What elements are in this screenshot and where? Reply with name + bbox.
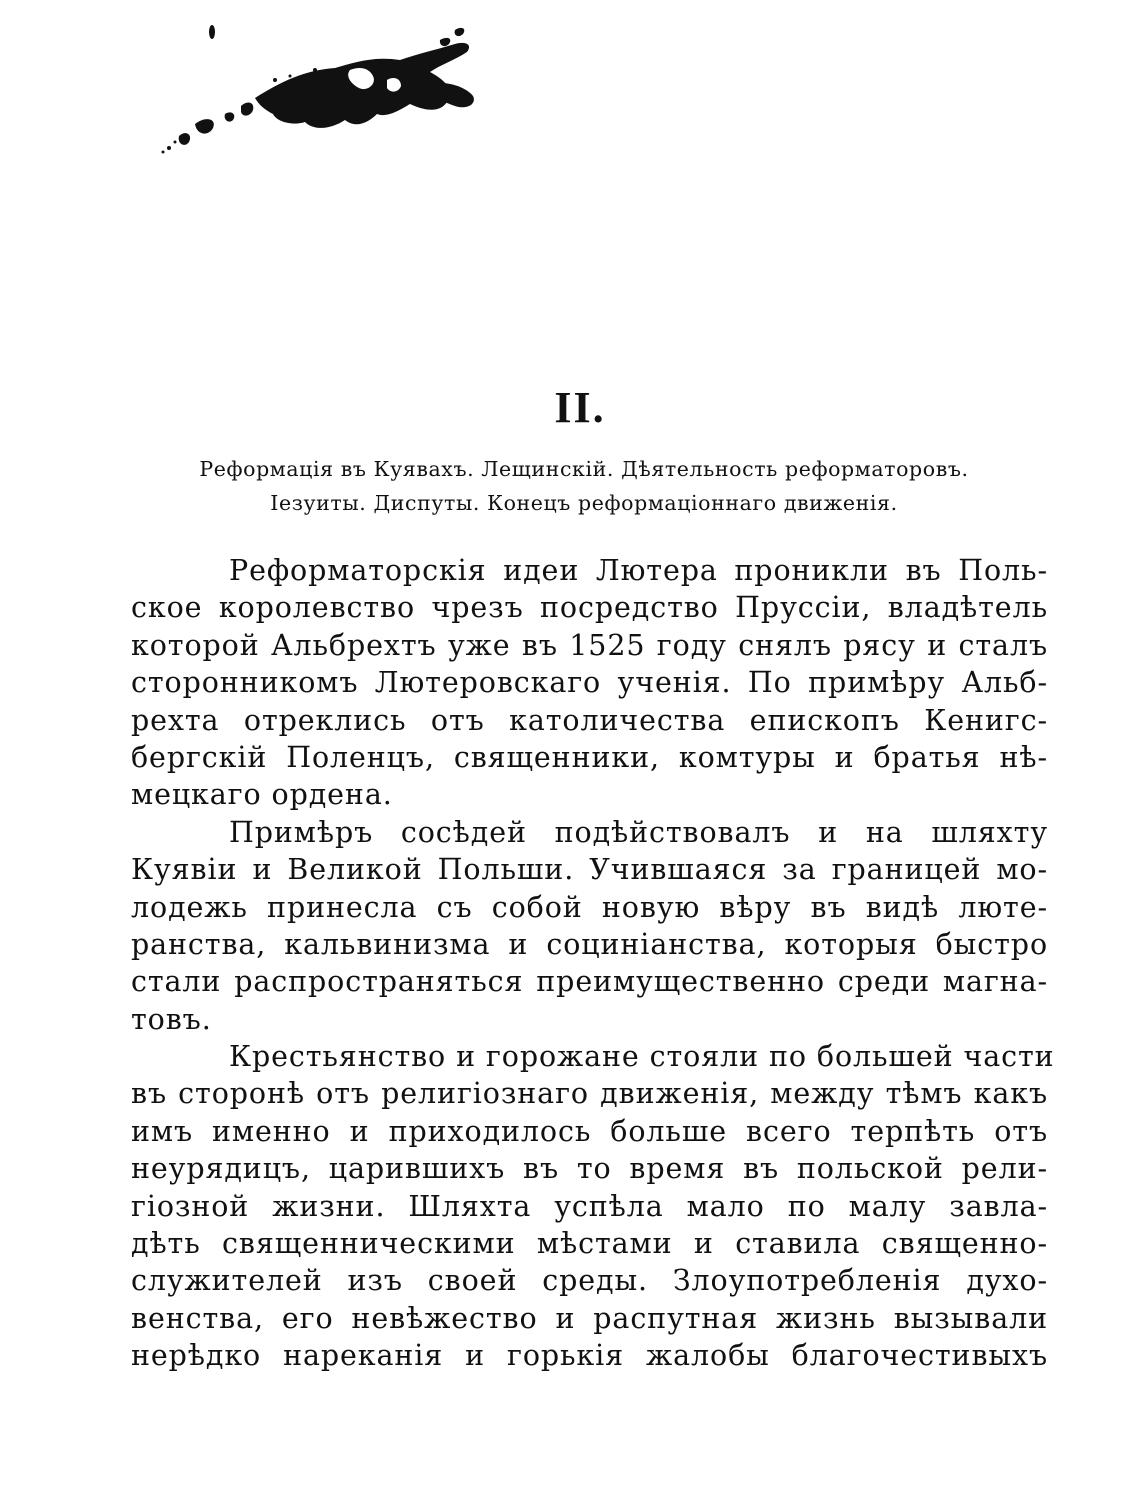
body-line: бергскій Поленцъ, священники, комтуры и братья нѣ- xyxy=(131,740,1048,774)
body-line: ское королевство чрезъ посредство Пруссіи, владѣтель xyxy=(131,591,1048,625)
body-line: товъ. xyxy=(131,1002,212,1036)
chapter-number: II. xyxy=(554,383,606,432)
body-line: нерѣдко нареканія и горькія жалобы благочестивыхъ xyxy=(131,1339,1048,1373)
summary-line: Іезуиты. Диспуты. Конецъ реформаціоннаго движенія. xyxy=(270,491,898,515)
body-line: Крестьянство и горожане стояли по большей части xyxy=(229,1040,1055,1074)
body-line: неурядицъ, царившихъ въ то время въ польской рели- xyxy=(131,1152,1048,1186)
body-text xyxy=(131,552,1055,1375)
body-line: въ сторонѣ отъ религіознаго движенія, между тѣмъ какъ xyxy=(131,1077,1048,1111)
chapter-summary xyxy=(128,452,1040,520)
body-line: стали распространяться преимущественно среди магна- xyxy=(131,965,1048,999)
ink-blot-stain xyxy=(155,10,495,160)
body-line: Куявіи и Великой Польши. Учившаяся за границей мо- xyxy=(131,853,1048,887)
body-line: гіозной жизни. Шляхта успѣла мало по малу завла- xyxy=(131,1189,1048,1223)
summary-line: Реформація въ Куявахъ. Лещинскій. Дѣятельность реформаторовъ. xyxy=(199,457,969,481)
body-line: рехта отреклись отъ католичества епископъ Кенигс- xyxy=(131,703,1048,737)
body-line: Примѣръ сосѣдей подѣйствовалъ и на шляхту xyxy=(229,815,1048,849)
body-line: имъ именно и приходилось больше всего терпѣть отъ xyxy=(131,1114,1048,1148)
body-line: которой Альбрехтъ уже въ 1525 году снялъ рясу и сталъ xyxy=(131,628,1048,662)
body-line: лодежь принесла съ собой новую вѣру въ видѣ люте- xyxy=(131,890,1048,924)
body-line: венства, его невѣжество и распутная жизнь вызывали xyxy=(131,1301,1048,1335)
body-line: Реформаторскія идеи Лютера проникли въ Поль- xyxy=(229,554,1048,587)
body-line: дѣть священническими мѣстами и ставила священно- xyxy=(131,1227,1048,1261)
body-line: мецкаго ордена. xyxy=(131,778,393,812)
body-line: служителей изъ своей среды. Злоупотребленія духо- xyxy=(131,1264,1048,1298)
body-line: ранства, кальвинизма и социніанства, которыя быстро xyxy=(131,927,1048,961)
body-line: сторонникомъ Лютеровскаго ученія. По примѣру Альб- xyxy=(131,666,1048,700)
